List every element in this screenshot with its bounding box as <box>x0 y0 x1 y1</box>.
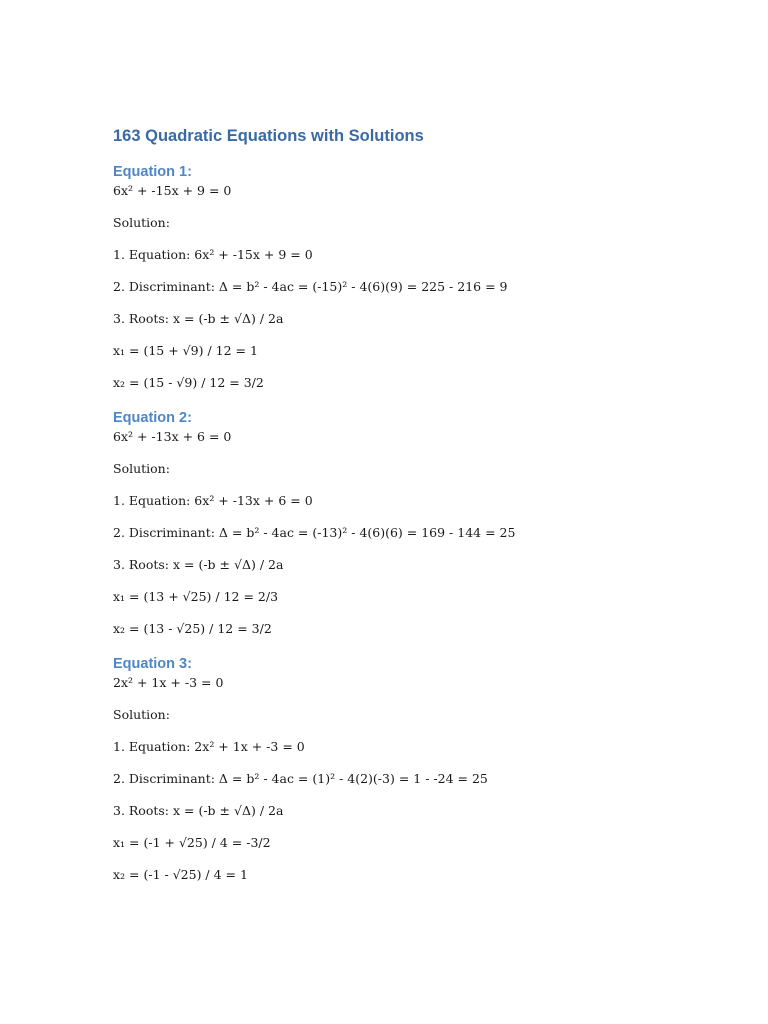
root-x1: x₁ = (13 + √25) / 12 = 2/3 <box>113 589 279 604</box>
solution-label: Solution: <box>113 707 170 722</box>
step-equation: 1. Equation: 6x² + -13x + 6 = 0 <box>113 493 313 508</box>
step-equation: 1. Equation: 2x² + 1x + -3 = 0 <box>113 739 305 754</box>
solution-label: Solution: <box>113 461 170 476</box>
equation-section-3 <box>113 654 673 884</box>
equation-heading: Equation 1: <box>113 164 192 180</box>
step-discriminant: 2. Discriminant: Δ = b² - 4ac = (-13)² - 4(6)(6) = 169 - 144 = 25 <box>113 525 516 540</box>
equation-section-2 <box>113 408 673 638</box>
equation-section-1 <box>113 162 673 392</box>
equation-given: 2x² + 1x + -3 = 0 <box>113 675 224 690</box>
document-page <box>113 124 673 884</box>
step-roots-formula: 3. Roots: x = (-b ± √Δ) / 2a <box>113 557 284 572</box>
root-x1: x₁ = (15 + √9) / 12 = 1 <box>113 343 258 358</box>
equation-heading: Equation 3: <box>113 656 192 672</box>
solution-label: Solution: <box>113 215 170 230</box>
step-discriminant: 2. Discriminant: Δ = b² - 4ac = (1)² - 4(2)(-3) = 1 - -24 = 25 <box>113 771 488 786</box>
root-x1: x₁ = (-1 + √25) / 4 = -3/2 <box>113 835 271 850</box>
equation-given: 6x² + -13x + 6 = 0 <box>113 429 232 444</box>
step-discriminant: 2. Discriminant: Δ = b² - 4ac = (-15)² - 4(6)(9) = 225 - 216 = 9 <box>113 279 508 294</box>
root-x2: x₂ = (15 - √9) / 12 = 3/2 <box>113 375 264 390</box>
step-roots-formula: 3. Roots: x = (-b ± √Δ) / 2a <box>113 803 284 818</box>
page-title: 163 Quadratic Equations with Solutions <box>113 127 424 145</box>
equation-given: 6x² + -15x + 9 = 0 <box>113 183 232 198</box>
root-x2: x₂ = (-1 - √25) / 4 = 1 <box>113 867 248 882</box>
step-equation: 1. Equation: 6x² + -15x + 9 = 0 <box>113 247 313 262</box>
step-roots-formula: 3. Roots: x = (-b ± √Δ) / 2a <box>113 311 284 326</box>
root-x2: x₂ = (13 - √25) / 12 = 3/2 <box>113 621 272 636</box>
equation-heading: Equation 2: <box>113 410 192 426</box>
